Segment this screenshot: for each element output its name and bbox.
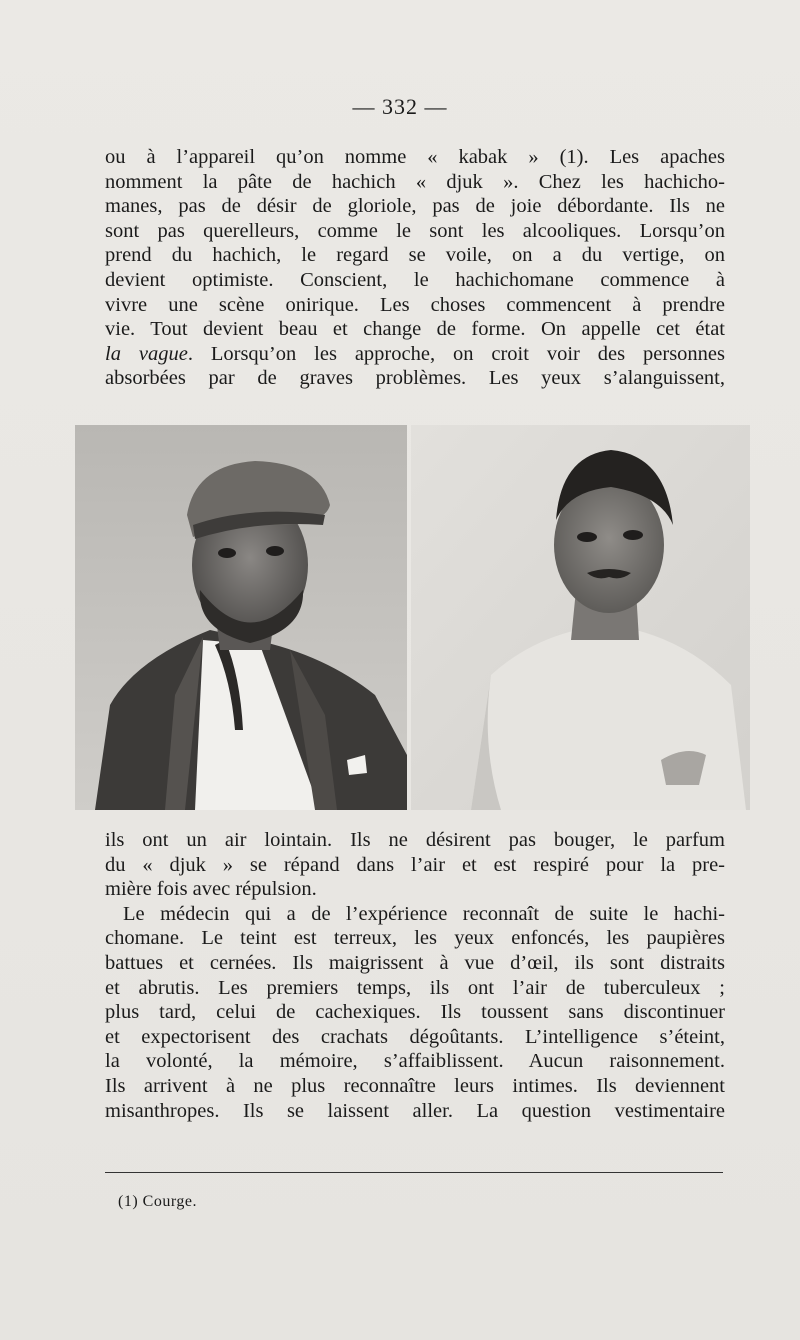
text-line [105,342,725,367]
text-line: Ils arrivent à ne plus reconnaître leurs intimes. Ils deviennent [105,1074,725,1097]
text-line: sont pas querelleurs, comme le sont les alcooliques. Lorsqu’on [105,219,725,242]
text-line: et expectorisent des crachats dégoûtants. L’intelligence s’éteint, [105,1025,725,1048]
text-line: ou à l’appareil qu’on nomme « kabak » (1). Les apaches [105,146,725,168]
text-line: et abrutis. Les premiers temps, ils ont l’air de tuberculeux ; [105,976,725,999]
text-line: du « djuk » se répand dans l’air et est respiré pour la pre- [105,853,725,876]
page-number: — 332 — [352,94,448,119]
portrait-photo-moustache [411,425,750,810]
text-line: devient optimiste. Conscient, le hachichomane commence à [105,268,725,291]
text-line: absorbées par de graves problèmes. Les yeux s’alanguissent, [105,367,725,390]
paragraph-top [105,145,725,391]
text-line: Le médecin qui a de l’expérience reconnaît de suite le hachi- [123,902,725,925]
text-line: plus tard, celui de cachexiques. Ils toussent sans discontinuer [105,1001,725,1024]
text-line: manes, pas de désir de gloriole, pas de joie débordante. Ils ne [105,195,725,218]
text-line: vie. Tout devient beau et change de forme. On appelle cet état [105,318,725,341]
footnote-divider [105,1172,723,1173]
text-line: battues et cernées. Ils maigrissent à vue d’œil, ils sont distraits [105,951,725,974]
portrait-photo-cap [75,425,407,810]
text-line: chomane. Le teint est terreux, les yeux enfoncés, les paupières [105,927,725,950]
text-line: nomment la pâte de hachich « djuk ». Chez les hachicho- [105,170,725,193]
text-line: vivre une scène onirique. Les choses commencent à prendre [105,293,725,316]
text-line: prend du hachich, le regard se voile, on a du vertige, on [105,244,725,267]
text-line: la volonté, la mémoire, s’affaiblissent. Aucun raisonnement. [105,1050,725,1073]
footnote: (1) Courge. [118,1193,197,1210]
italic-term: la vague [105,342,188,365]
text-line: mière fois avec répulsion. [105,878,317,901]
text-line: misanthropes. Ils se laissent aller. La question vestimentaire [105,1099,725,1122]
paragraph-bottom [105,828,725,1123]
text-line-rest: . Lorsqu’on les approche, on croit voir des personnes [187,342,725,365]
text-line: ils ont un air lointain. Ils ne désirent pas bouger, le parfum [105,829,725,851]
photo-plate [75,425,750,810]
